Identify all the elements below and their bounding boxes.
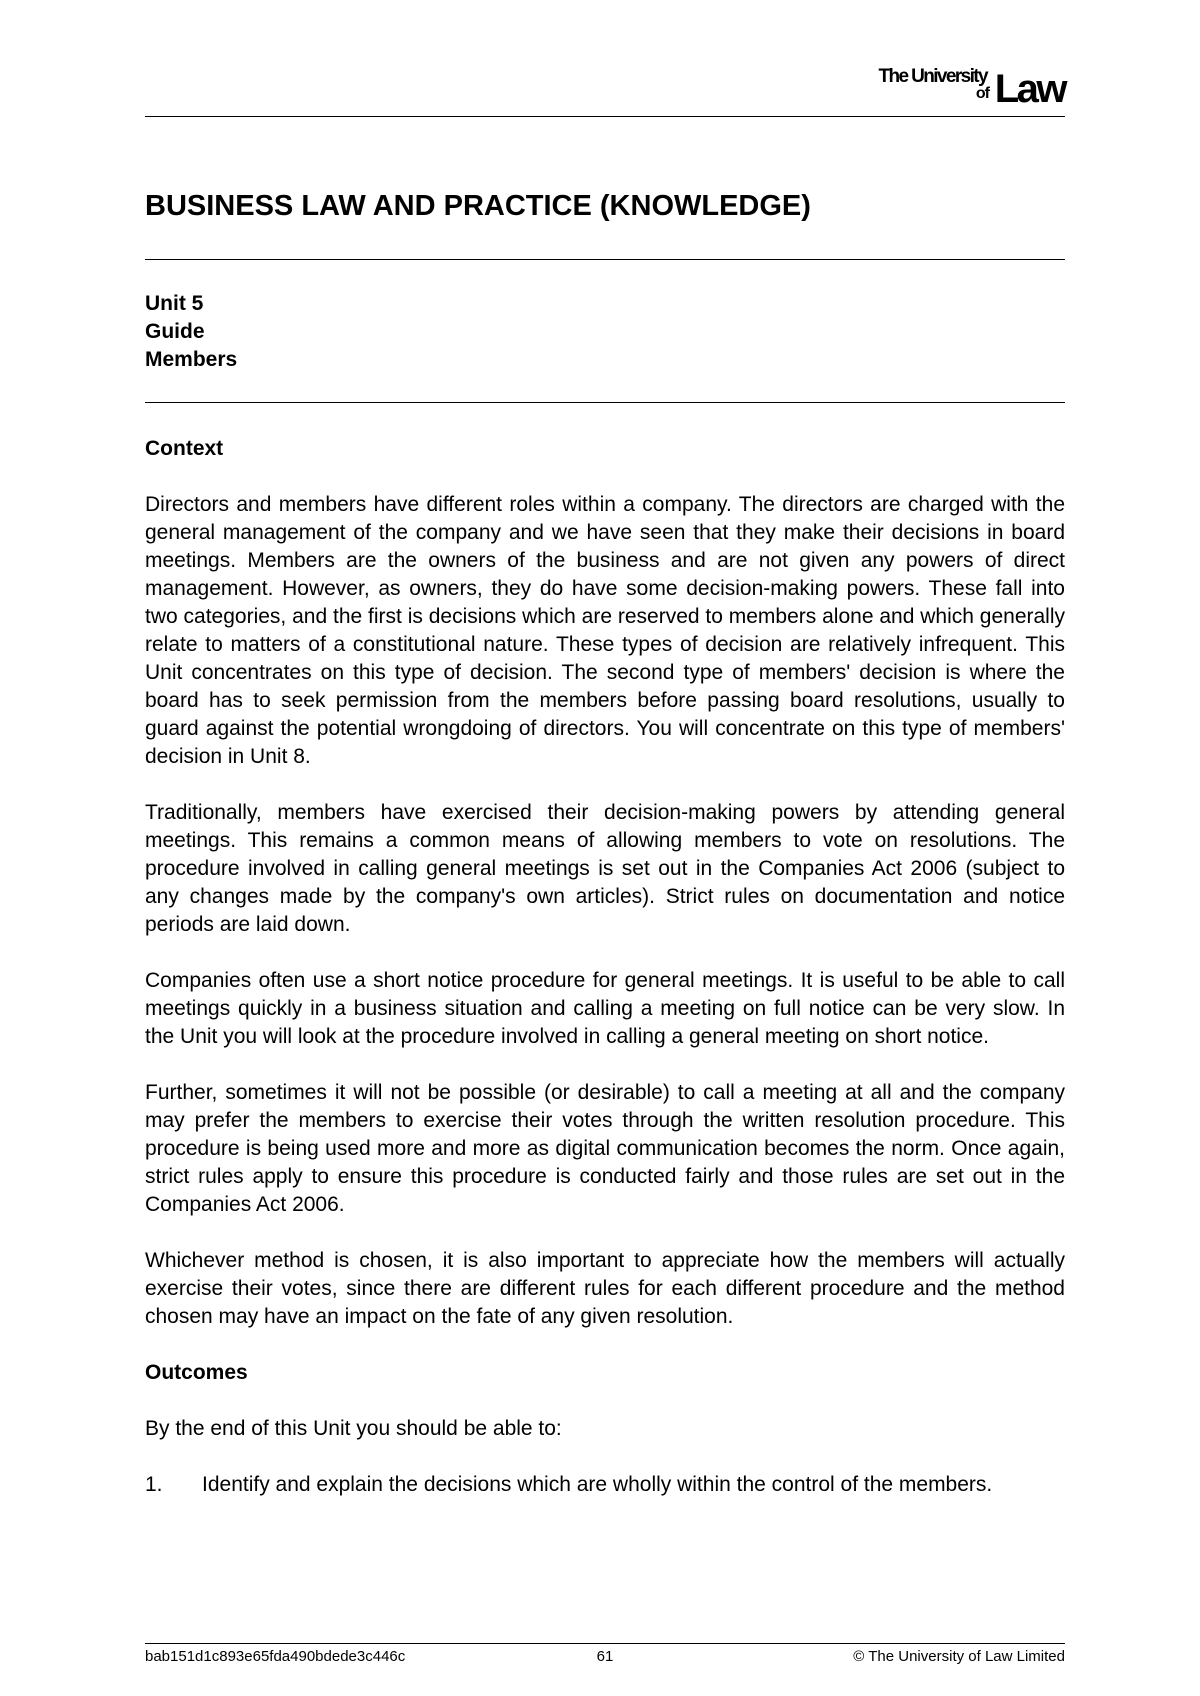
body-content (145, 435, 1065, 1499)
list-item-text: Identify and explain the decisions which are wholly within the control of the members. (202, 1473, 993, 1496)
context-paragraph-5: Whichever method is chosen, it is also important to appreciate how the members will actually exercise their votes, since there are different rules for each different procedure and the method chosen may have an impact on the fate of any given resolution. (145, 1249, 1065, 1328)
unit-type: Guide (145, 320, 205, 343)
context-heading: Context (145, 437, 224, 460)
document-code: bab151d1c893e65fda490bdede3c446c (145, 1648, 406, 1665)
title-divider (145, 259, 1065, 260)
outcomes-heading: Outcomes (145, 1361, 248, 1384)
document-title: BUSINESS LAW AND PRACTICE (KNOWLEDGE) (145, 190, 811, 222)
context-paragraph-4: Further, sometimes it will not be possible (or desirable) to call a meeting at all and the company may prefer the members to exercise their votes through the written resolution procedure. This procedure is being used more and more as digital communication becomes the norm. Once again, strict rules apply to ensure this procedure is conducted fairly and those rules are set out in the Companies Act 2006. (145, 1081, 1065, 1216)
footer-divider (145, 1643, 1065, 1644)
copyright-notice: © The University of Law Limited (853, 1648, 1065, 1665)
page-number: 61 (596, 1648, 614, 1665)
list-item-number: 1. (145, 1473, 163, 1496)
list-item (145, 1471, 1065, 1499)
university-logo (865, 64, 1065, 110)
logo-line-2: of (975, 85, 989, 102)
unit-info (145, 290, 237, 374)
logo-line-3: Law (994, 67, 1065, 111)
context-paragraph-2: Traditionally, members have exercised their decision-making powers by attending general meetings. This remains a common means of allowing members to vote on resolutions. The procedure involved in calling general meetings is set out in the Companies Act 2006 (subject to any changes made by the company's own articles). Strict rules on documentation and notice periods are laid down. (145, 801, 1065, 936)
unit-divider (145, 402, 1065, 403)
logo-line-1: The University (878, 66, 987, 87)
outcomes-list (145, 1471, 1065, 1499)
unit-number: Unit 5 (145, 292, 204, 315)
context-paragraph-3: Companies often use a short notice procedure for general meetings. It is useful to be able to call meetings quickly in a business situation and calling a meeting on full notice can be very slow. In the Unit you will look at the procedure involved in calling a general meeting on short notice. (145, 969, 1065, 1048)
outcomes-intro: By the end of this Unit you should be able to: (145, 1417, 562, 1440)
unit-topic: Members (145, 348, 238, 371)
context-paragraph-1: Directors and members have different roles within a company. The directors are charged with the general management of the company and we have seen that they make their decisions in board meetings. Members are the owners of the business and are not given any powers of direct management. However, as owners, they do have some decision-making powers. These fall into two categories, and the first is decisions which are reserved to members alone and which generally relate to matters of a constitutional nature. These types of decision are relatively infrequent. This Unit concentrates on this type of decision. The second type of members' decision is where the board has to seek permission from the members before passing board resolutions, usually to guard against the potential wrongdoing of directors. You will concentrate on this type of members' decision in Unit 8. (145, 493, 1065, 768)
header-divider (145, 116, 1065, 117)
document-page (145, 0, 1065, 1696)
